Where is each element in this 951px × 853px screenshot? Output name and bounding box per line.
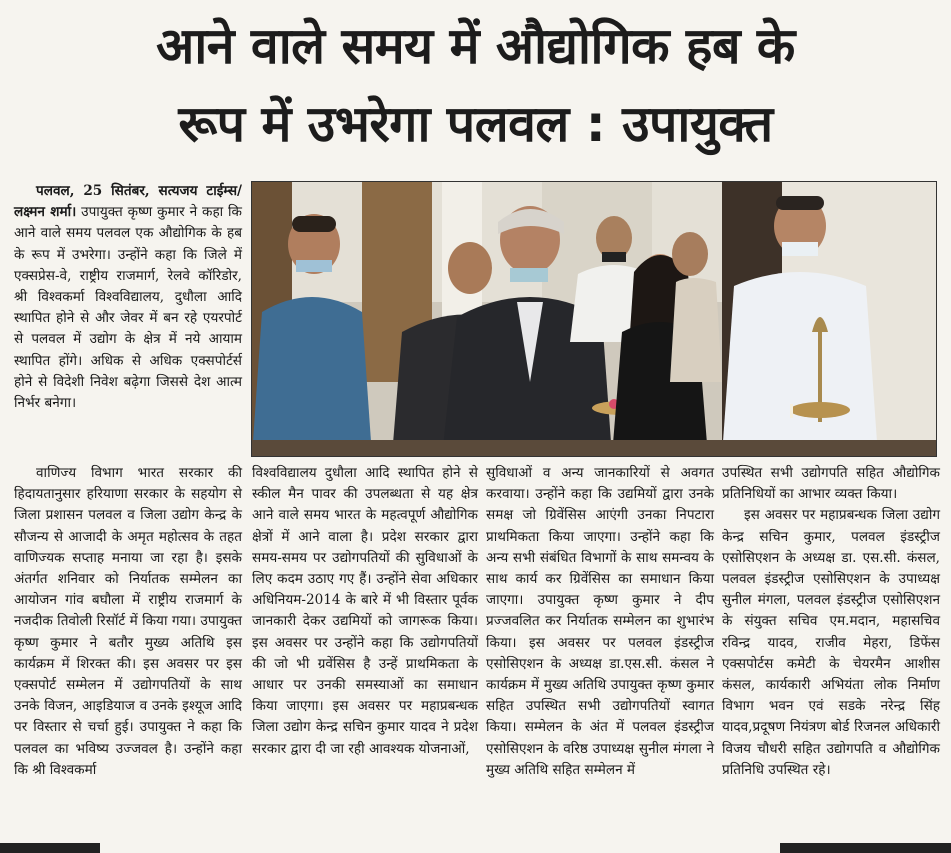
column-4-text-a: उपस्थित सभी उद्योगपति सहित औद्योगिक प्रतिनिधियों का आभार व्यक्त किया। [722,465,940,503]
column-1 [14,463,242,781]
headline-line-2: रूप में उभरेगा पलवल : उपायुक्त [178,95,773,153]
column-1-text: वाणिज्य विभाग भारत सरकार की हिदायतानुसार हरियाणा सरकार के सहयोग से जिला प्रशासन पलवल व जिला उद्योग केन्द्र के सौजन्य से आजादी के अमृत महोत्सव के तहत वाणिज्यक सप्ताह मनाया जा रहा है। इसके अंतर्गत शनिवार को निर्यातक सम्मेलन का आयोजन गांव बघौला में राष्ट्रीय राजमार्ग के नजदीक तिवोली रिसॉर्ट में किया गया। उपायुक्त कृष्ण कुमार ने बतौर मुख्य अतिथि इस कार्यक्रम में शिरक्त की। इस अवसर पर इस एक्सपोर्ट सम्मेलन में उद्योगपतियों के साथ उनके विजन, आइडियाज व उनके इश्यूज आदि पर विस्तार से चर्चा हुई। उपायुक्त ने कहा कि पलवल का भविष्य उज्जवल है। उन्होंने कहा कि श्री विश्वकर्मा [14,465,242,778]
article-intro [14,181,242,414]
column-3 [486,463,714,781]
dateline: पलवल, 25 सितंबर, सत्यजय टाईम्स/लक्ष्मन शर्मा। [14,183,242,221]
intro-text: उपायुक्त कृष्ण कुमार ने कहा कि आने वाले समय पलवल एक औद्योगिक के हब के रूप में उभरेगा। उन्होंने कहा कि जिले में एक्सप्रेस-वे, राष्ट्रीय राजमार्ग, रेलवे कॉरिडोर, श्री विश्वकर्मा विश्वविद्यालय, दुधौला आदि स्थापित होने से और जेवर में बन रहे एयरपोर्ट से पलवल में उद्योग के क्षेत्र में नये आयाम स्थापित होंगे। अधिक से अधिक एक्सपोर्टर्स होने से विदेशी निवेश बढ़ेगा जिससे देश आत्म निर्भर बनेगा। [14,204,242,412]
column-4-text-b: इस अवसर पर महाप्रबन्धक जिला उद्योग केन्द्र सचिन कुमार, पलवल इंडस्ट्रीज एसोसिएशन के अध्यक्ष डा. एस.सी. कंसल, पलवल इंडस्ट्रीज एसोसिएशन के उपाध्यक्ष सुनील मंगला, पलवल इंडस्ट्रीज एसोसिएशन के संयुक्त सचिव एम.मदान, महासचिव रविन्द्र यादव, राजीव मेहरा, डिफेंस एक्सपोर्टस कमेटी के चेयरमैन आशीस कंसल, कार्यकारी अभियंता लोक निर्माण विभाग भवन एवं सडके नरेन्द्र सिंह यादव,प्रदूषण नियंत्रण बोर्ड रिजनल अधिकारी विजय चौधरी सहित उद्योगपति व औद्योगिक प्रतिनिधि उपस्थित रहे। [722,507,940,778]
bottom-edge-mark [780,843,951,853]
headline [0,0,951,175]
bottom-edge-mark [0,843,100,853]
column-4 [722,463,940,781]
column-2 [252,463,478,760]
column-2-text: विश्वविद्यालय दुधौला आदि स्थापित होने से स्कील मैन पावर की उपलब्धता से यह क्षेत्र आने वाले समय भारत के महत्वपूर्ण औद्योगिक क्षेत्रों में आने वाला है। प्रदेश सरकार द्वारा समय-समय पर उद्योगपतियों की सुविधाओं के लिए कदम उठाए गए हैं। उन्होंने सेवा अधिकार अधिनियम-2014 के बारे में भी विस्तार पूर्वक जानकारी देकर उद्यमियों को जागरूक किया। इस अवसर पर उन्होंने कहा कि उद्योगपतियों की जो भी ग्रवेंसिस है उन्हें प्राथमिकता के आधार पर उनकी समस्याओं का समाधान किया जाएगा। इस अवसर पर महाप्रबन्धक जिला उद्योग केन्द्र सचिन कुमार यादव ने प्रदेश सरकार द्वारा दी जा रही आवश्यक योजनाओं, [252,465,478,757]
headline-line-1: आने वाले समय में औद्योगिक हब के [156,17,795,75]
news-photo [251,181,937,457]
photo-illustration [252,182,936,456]
column-3-text: सुविधाओं व अन्य जानकारियों से अवगत करवाया। उन्होंने कहा कि उद्यमियों द्वारा उनके समक्ष जो ग्रिवेंसिस आएंगी उनका निपटारा प्राथमिकता किया जाएगा। उन्होंने कहा कि अन्य सभी संबंधित विभागों के साथ समन्वय के साथ कार्य कर ग्रिवेंसिस का समाधान किया जाएगा। उपायुक्त कृष्ण कुमार ने दीप प्रज्जवलित कर निर्यातक सम्मेलन का शुभारंभ किया। इस अवसर पर पलवल इंडस्ट्रीज एसोसिएशन के अध्यक्ष डा.एस.सी. कंसल ने कार्यक्रम में मुख्य अतिथि उपायुक्त कृष्ण कुमार सहित उपस्थित सभी उद्योगपतियों स्वागत किया। सम्मेलन के अंत में पलवल इंडस्ट्रीज एसोसिएशन के वरिष्ठ उपाध्यक्ष सुनील मंगला ने मुख्य अतिथि सहित सम्मेलन में [486,465,714,778]
